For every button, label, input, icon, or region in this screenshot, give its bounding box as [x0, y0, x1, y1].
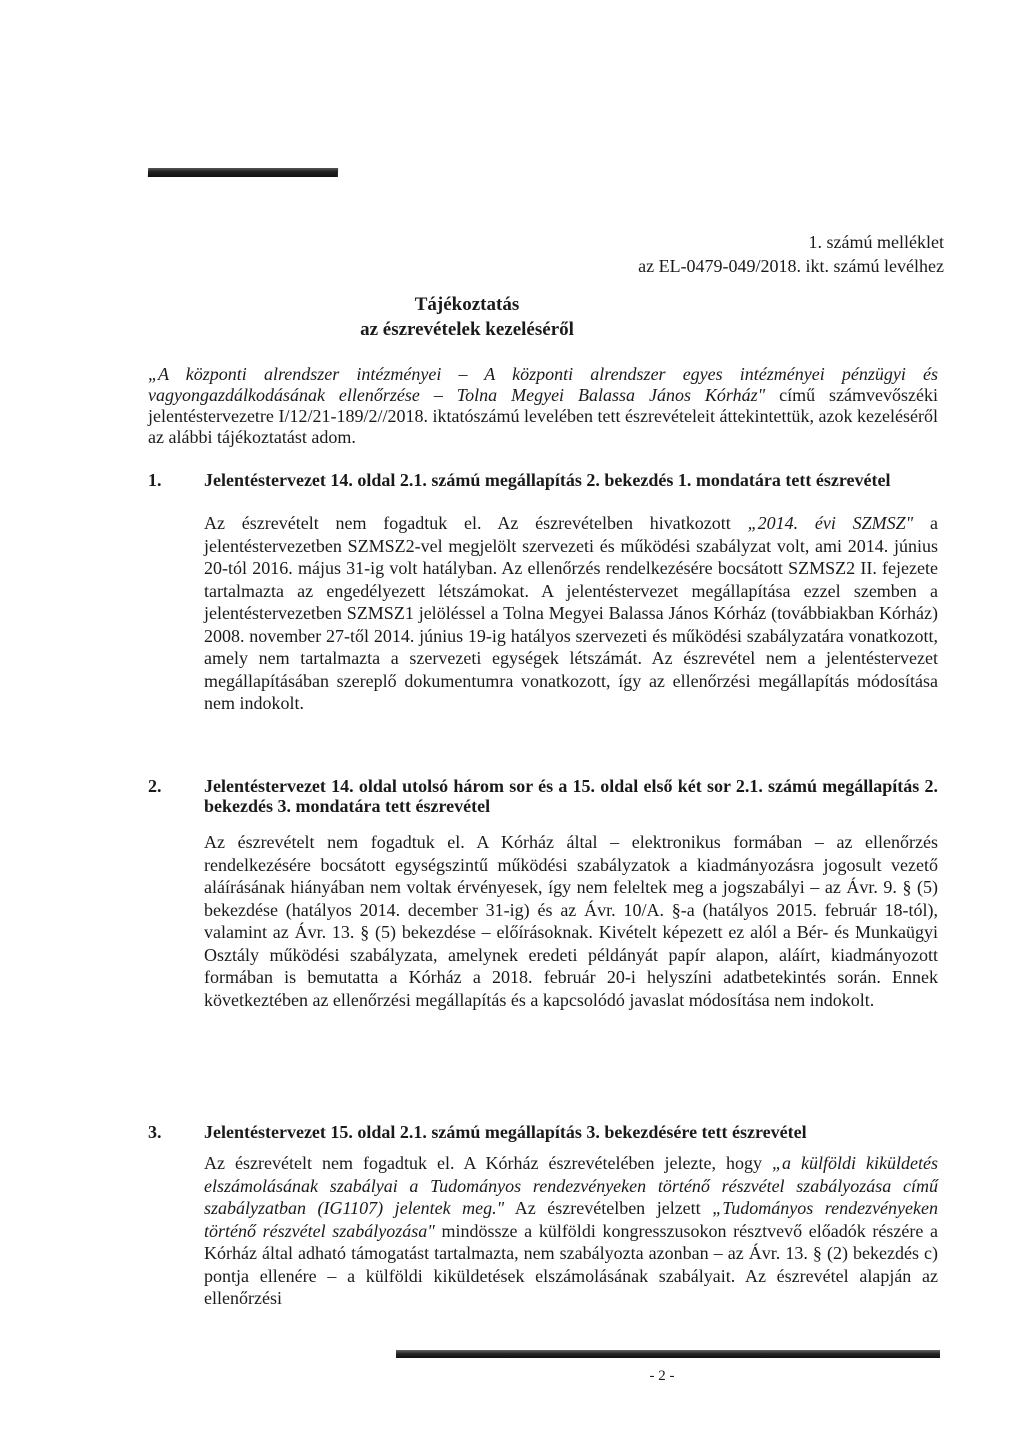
section-3-heading: [148, 1122, 938, 1142]
section-3-quote-1: „a külföldi kiküldetés elszámolásának szabályai a Tudományos rendezvényeken történő részvétel szabályozása című szabályzatban (IG1107) jelentek meg.": [204, 1153, 938, 1218]
section-2-title: Jelentéstervezet 14. oldal utolsó három sor és a 15. oldal első két sor 2.1. számú megállapítás 2. bekezdés 3. mondatára tett észrevétel: [204, 776, 938, 816]
annex-line-1: 1. számú melléklet: [808, 232, 944, 252]
section-3: [148, 1122, 938, 1310]
section-3-text-b: Az észrevételben jelzett: [504, 1198, 713, 1218]
section-3-number: 3.: [148, 1122, 162, 1142]
section-2-number: 2.: [148, 776, 162, 796]
annex-reference: [638, 230, 944, 278]
section-1-quote: „2014. évi SZMSZ": [747, 513, 914, 533]
section-1-heading: [148, 470, 938, 490]
header-rule: [148, 168, 338, 177]
section-1: [148, 470, 938, 715]
section-1-text-a: Az észrevételt nem fogadtuk el. Az észrevételben hivatkozott: [204, 513, 748, 533]
document-title: [0, 292, 1024, 342]
intro-paragraph: [148, 364, 938, 448]
section-1-text-b: a jelentéstervezetben SZMSZ2-vel megjelölt szervezeti és működési szabályzat volt, ami 2014. június 20-tól 2016. május 31-ig volt hatályban. Az ellenőrzés rendelkezésére bocsátott SZMSZ2 II. fejezete tartalmazta az engedélyezett létszámokat. A jelentéstervezet megállapítása ezzel szemben a jelentéstervezetben SZMSZ1 jelöléssel a Tolna Megyei Balassa János Kórház (továbbiakban Kórház) 2008. november 27-től 2014. június 19-ig hatályos szervezeti és működési szabályzatára vonatkozott, amely nem tartalmazta a szervezeti egységek létszámát. Az észrevétel nem a jelentéstervezet megállapításában szereplő dokumentumra vonatkozott, így az ellenőrzési megállapítás módosítása nem indokolt.: [204, 513, 938, 713]
section-2-body: Az észrevételt nem fogadtuk el. A Kórház által – elektronikus formában – az ellenőrzés rendelkezésére bocsátott egységszintű működési szabályzatok a kiadmányozásra jogosult vezető aláírásának hiányában nem voltak érvényesek, így nem feleltek meg a jogszabályi – az Ávr. 9. § (5) bekezdése (hatályos 2014. december 31-ig) és az Ávr. 10/A. §-a (hatályos 2015. február 18-tól), valamint az Ávr. 13. § (5) bekezdése – előírásoknak. Kivételt képezett ez alól a Bér- és Munkaügyi Osztály működési szabályzata, amelynek eredeti példányát papír alapon, aláírt, kiadmányozott formában is bemutatta a Kórház a 2018. február 20-i helyszíni adatbetekintés során. Ennek következtében az ellenőrzési megállapítás és a kapcsolódó javaslat módosítása nem indokolt.: [204, 832, 938, 1010]
section-1-title: Jelentéstervezet 14. oldal 2.1. számú megállapítás 2. bekezdés 1. mondatára tett észrevétel: [204, 470, 891, 490]
title-line-2: az észrevételek kezeléséről: [360, 319, 574, 340]
section-3-quote-2: „Tudományos rendezvényeken történő részvétel szabályozása": [204, 1198, 938, 1241]
section-2: [148, 776, 938, 1011]
section-3-text-a: Az észrevételt nem fogadtuk el. A Kórház észrevételében jelezte, hogy: [204, 1153, 772, 1173]
section-3-title: Jelentéstervezet 15. oldal 2.1. számú megállapítás 3. bekezdésére tett észrevétel: [204, 1122, 807, 1142]
section-3-text-c: mindössze a külföldi kongresszusokon résztvevő előadók részére a Kórház által adható támogatást tartalmazta, nem szabályozta azonban – az Ávr. 13. § (2) bekezdés c) pontja ellenére – a külföldi kiküldetések elszámolásának szabályait. Az észrevétel alapján az ellenőrzési: [204, 1220, 938, 1308]
annex-line-2: az EL-0479-049/2018. ikt. számú levélhez: [638, 256, 944, 276]
section-2-heading: [148, 776, 938, 816]
intro-text: című számvevőszéki jelentéstervezetre I/12/21-189/2//2018. iktatószámú levelében tett észrevételeit áttekintettük, azok kezeléséről az alábbi tájékoztatást adom.: [148, 385, 939, 447]
section-1-number: 1.: [148, 470, 162, 490]
intro-report-title: „A központi alrendszer intézményei – A központi alrendszer egyes intézményei pénzügyi és vagyongazdálkodásának ellenőrzése – Tolna Megyei Balassa János Kórház": [148, 364, 938, 405]
footer-rule: [396, 1350, 940, 1358]
section-3-body: [204, 1152, 938, 1310]
page-number: - 2 -: [649, 1368, 675, 1384]
section-1-body: [204, 512, 938, 715]
title-line-1: Tájékoztatás: [414, 294, 520, 315]
